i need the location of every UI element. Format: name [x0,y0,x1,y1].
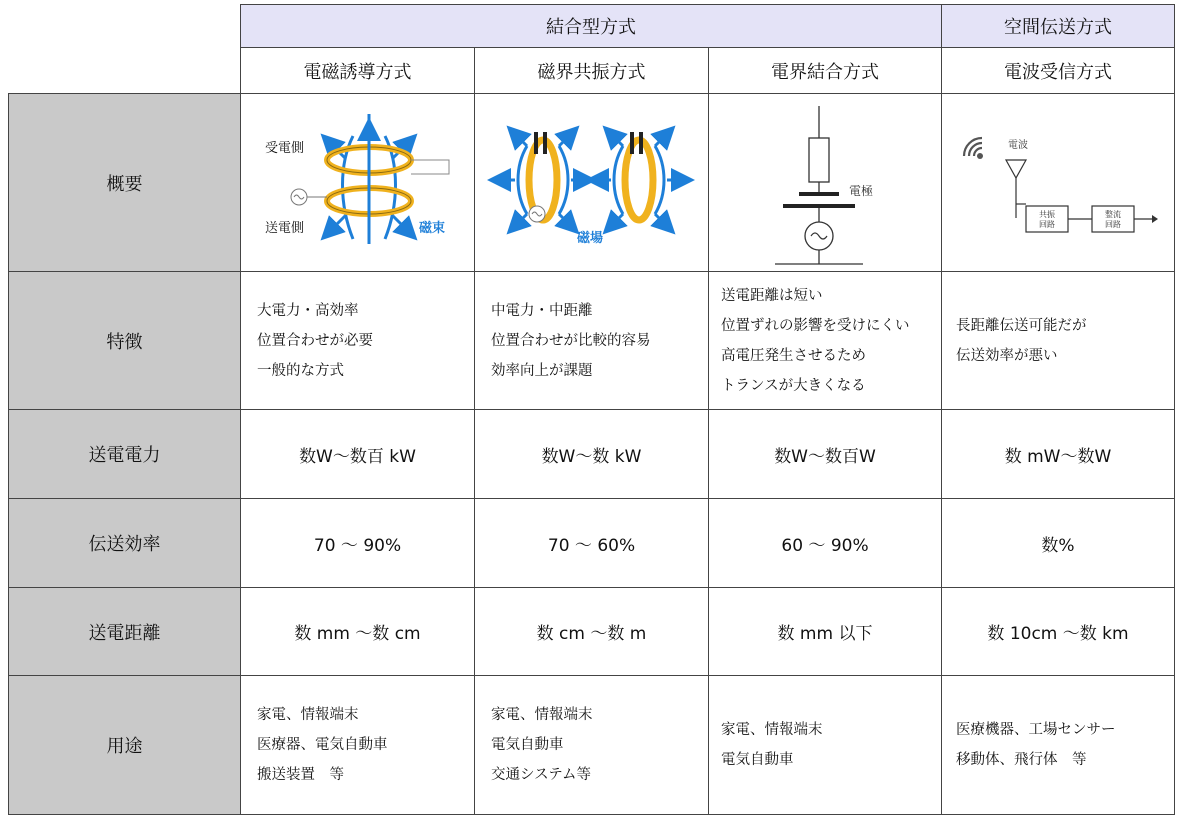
method-label: 電界結合方式 [771,61,879,83]
features-cell-4 [941,271,1175,410]
distance-value: 数 mm ～数 cm [294,624,421,644]
header-coupling-label: 結合型方式 [546,17,636,38]
power-value: 数 mW～数W [1004,446,1112,467]
power-cell-1 [240,409,475,499]
distance-value: 数 mm 以下 [777,624,873,644]
row-label: 用途 [106,736,143,757]
diagram-cell-radio [941,93,1175,272]
electrode-label: 電極 [849,184,874,198]
resonance-box-line2: 回路 [1039,220,1055,229]
use-line: 家電、情報端末 [721,722,823,738]
uses-cell-3 [708,675,942,815]
rectifier-box-line1: 整流 [1105,210,1121,219]
feature-line: 位置合わせが比較的容易 [491,332,651,349]
header-coupling-group [240,4,942,48]
em-induction-diagram [241,94,474,271]
use-line: 医療器、電気自動車 [257,737,388,753]
row-label: 伝送効率 [88,534,161,555]
use-line: 医療機器、工場センサー [956,722,1116,738]
efficiency-cell-1 [240,498,475,588]
efficiency-value: 70 ～ 90% [313,535,402,556]
use-line: 家電、情報端末 [257,707,359,723]
distance-cell-2 [474,587,709,676]
receive-side-label: 受電側 [265,141,305,156]
use-line: 電気自動車 [491,737,564,753]
use-line: 家電、情報端末 [491,707,593,723]
row-label: 送電電力 [88,445,161,466]
distance-cell-1 [240,587,475,676]
efficiency-value: 70 ～ 60% [547,535,636,556]
row-label: 送電距離 [88,622,161,644]
use-line: 電気自動車 [721,752,794,768]
row-head-uses [8,675,241,815]
distance-value: 数 10cm ～数 km [987,624,1129,644]
feature-line: 位置ずれの影響を受けにくい [721,317,910,334]
efficiency-cell-4 [941,498,1175,588]
power-cell-3 [708,409,942,499]
header-method-3 [708,47,942,94]
feature-line: トランスが大きくなる [721,377,866,394]
radio-reception-diagram [942,94,1174,271]
power-cell-4 [941,409,1175,499]
diagram-cell-em-induction [240,93,475,272]
magnetic-field-label: 磁場 [577,231,604,246]
header-space-group [941,4,1175,48]
distance-cell-3 [708,587,942,676]
use-line: 交通システム等 [491,767,592,783]
magnetic-resonance-diagram [475,94,708,271]
method-label: 磁界共振方式 [537,61,646,83]
radio-wave-label: 電波 [1008,140,1028,151]
row-label: 特徴 [106,331,143,353]
efficiency-cell-3 [708,498,942,588]
use-line: 移動体、飛行体 等 [956,752,1087,768]
flux-label: 磁束 [419,221,446,236]
power-value: 数W～数百W [774,446,876,467]
features-cell-3 [708,271,942,410]
power-value: 数W～数百 kW [299,446,416,467]
send-side-label: 送電側 [265,221,305,236]
row-head-distance [8,587,241,676]
rectifier-box-line2: 回路 [1105,220,1121,229]
row-head-efficiency [8,498,241,588]
feature-line: 長距離伝送可能だが [956,317,1087,334]
resonance-box-line1: 共振 [1039,210,1055,219]
feature-line: 送電距離は短い [721,287,823,304]
electric-coupling-diagram [709,94,941,271]
power-value: 数W～数 kW [541,446,642,467]
efficiency-value: 数% [1041,535,1075,556]
feature-line: 高電圧発生させるため [721,347,866,364]
distance-value: 数 cm ～数 m [536,624,647,644]
uses-cell-4 [941,675,1175,815]
use-line: 搬送装置 等 [257,767,344,783]
row-head-overview [8,93,241,272]
header-method-2 [474,47,709,94]
feature-line: 一般的な方式 [257,362,344,379]
efficiency-value: 60 ～ 90% [781,535,869,556]
method-label: 電磁誘導方式 [303,61,412,83]
feature-line: 大電力・高効率 [257,302,359,319]
features-cell-2 [474,271,709,410]
row-label: 概要 [106,173,143,195]
row-head-features [8,271,241,410]
row-head-power [8,409,241,499]
header-space-label: 空間伝送方式 [1004,17,1112,38]
header-method-1 [240,47,475,94]
feature-line: 中電力・中距離 [491,302,593,319]
diagram-cell-electric-coupling [708,93,942,272]
features-cell-1 [240,271,475,410]
distance-cell-4 [941,587,1175,676]
uses-cell-1 [240,675,475,815]
power-cell-2 [474,409,709,499]
feature-line: 位置合わせが必要 [257,332,373,349]
diagram-cell-magnetic-resonance [474,93,709,272]
efficiency-cell-2 [474,498,709,588]
method-label: 電波受信方式 [1004,61,1112,83]
uses-cell-2 [474,675,709,815]
feature-line: 伝送効率が悪い [956,347,1058,364]
header-method-4 [941,47,1175,94]
feature-line: 効率向上が課題 [491,362,593,379]
